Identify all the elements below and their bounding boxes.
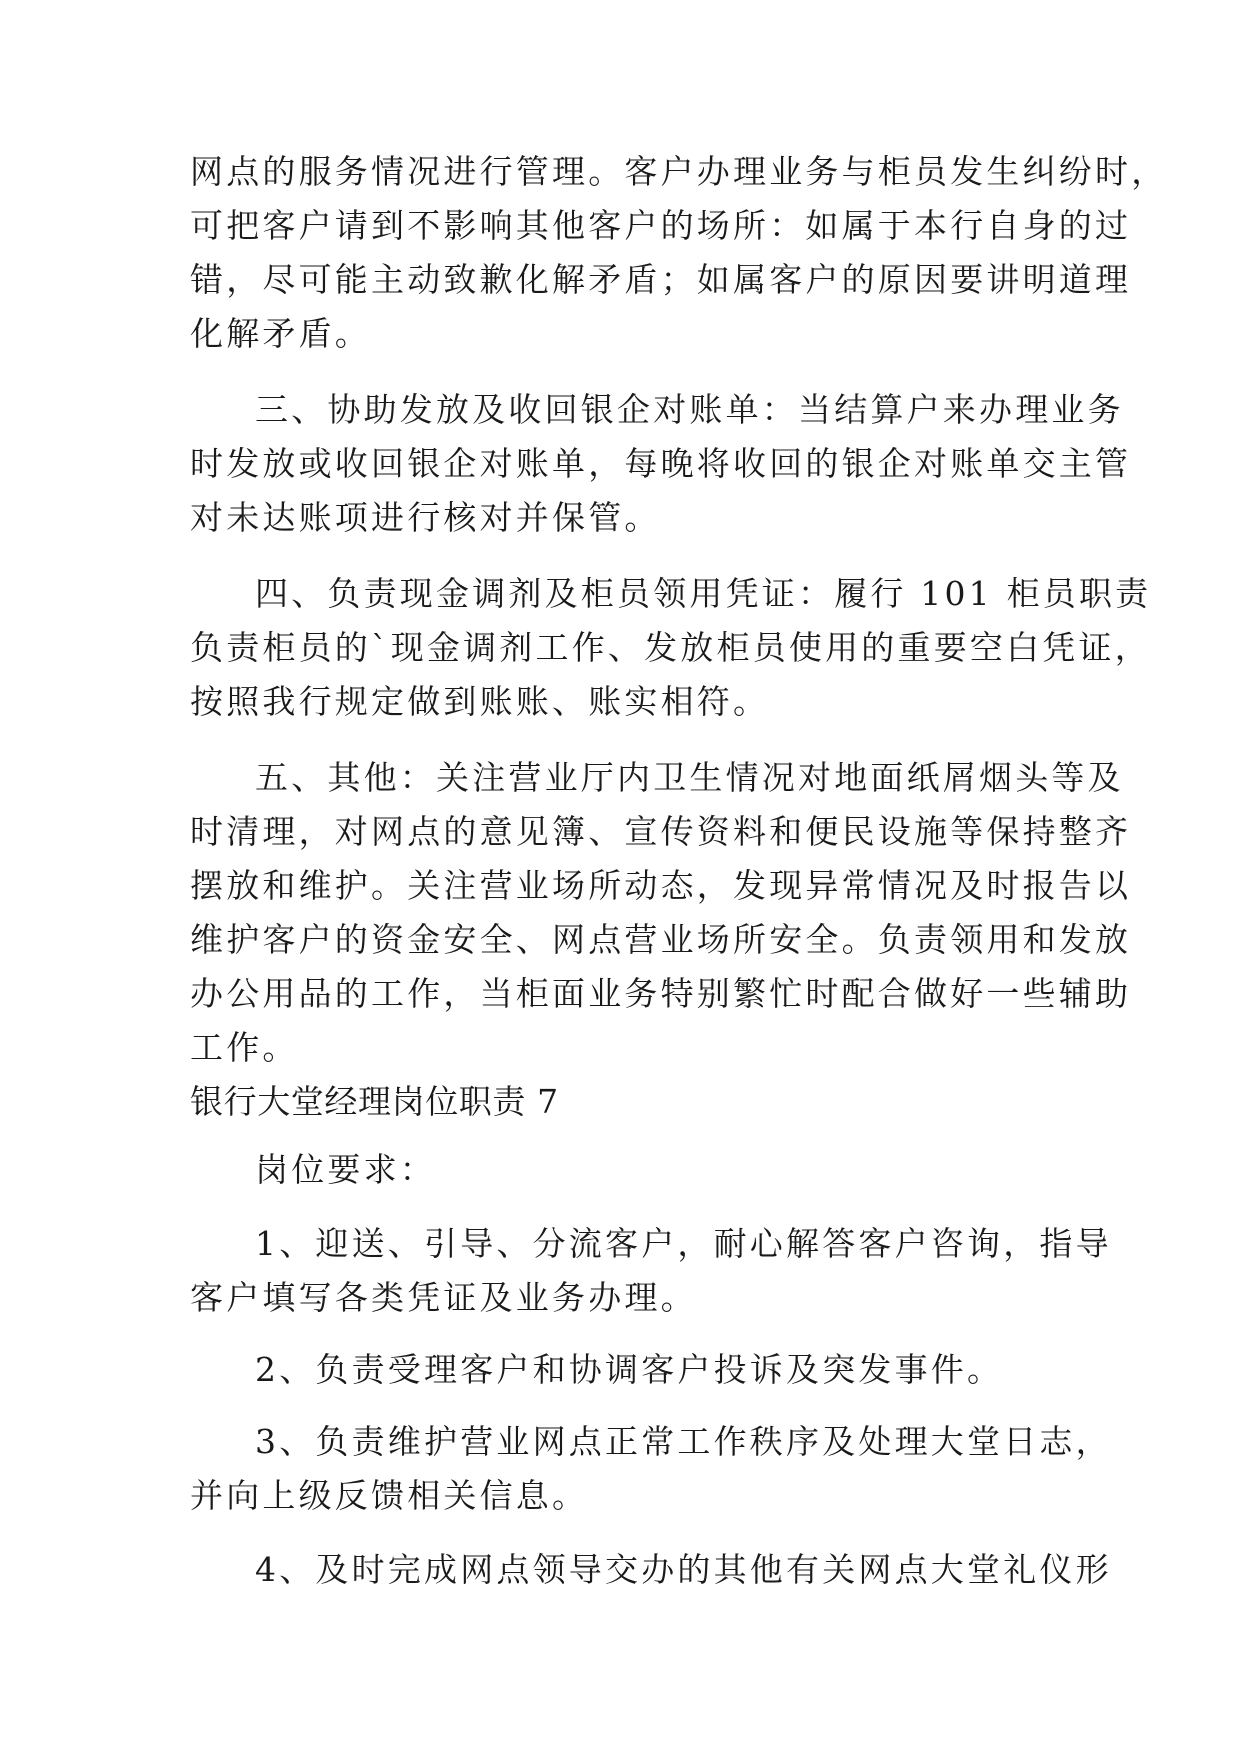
text-line: 化解矛盾。 <box>190 314 371 353</box>
text-line: 五、其他：关注营业厅内卫生情况对地面纸屑烟头等及 <box>255 758 1124 797</box>
text-line: 办公用品的工作，当柜面业务特别繁忙时配合做好一些辅助 <box>190 974 1132 1013</box>
text-line: 对未达账项进行核对并保管。 <box>190 498 661 537</box>
text-line: 网点的服务情况进行管理。客户办理业务与柜员发生纠纷时， <box>190 152 1168 191</box>
text-line: 岗位要求： <box>255 1150 436 1189</box>
text-line: 按照我行规定做到账账、账实相符。 <box>190 682 770 721</box>
text-line: 客户填写各类凭证及业务办理。 <box>190 1278 697 1317</box>
text-line: 时发放或收回银企对账单，每晚将收回的银企对账单交主管 <box>190 444 1132 483</box>
text-line: 维护客户的资金安全、网点营业场所安全。负责领用和发放 <box>190 920 1132 959</box>
list-item: 2、负责受理客户和协调客户投诉及突发事件。 <box>255 1350 1004 1389</box>
section-heading: 银行大堂经理岗位职责 7 <box>190 1082 559 1121</box>
text-line: 负责柜员的`现金调剂工作、发放柜员使用的重要空白凭证， <box>190 628 1151 667</box>
text-line: 可把客户请到不影响其他客户的场所：如属于本行自身的过 <box>190 206 1132 245</box>
list-item: 4、及时完成网点领导交办的其他有关网点大堂礼仪形 <box>255 1550 1112 1589</box>
text-line: 工作。 <box>190 1028 299 1067</box>
text-line: 摆放和维护。关注营业场所动态，发现异常情况及时报告以 <box>190 866 1132 905</box>
text-line: 三、协助发放及收回银企对账单：当结算户来办理业务 <box>255 390 1124 429</box>
text-line: 四、负责现金调剂及柜员领用凭证：履行 101 柜员职责 <box>255 574 1152 613</box>
text-line: 时清理，对网点的意见簿、宣传资料和便民设施等保持整齐 <box>190 812 1132 851</box>
list-item: 1、迎送、引导、分流客户，耐心解答客户咨询，指导 <box>255 1224 1112 1263</box>
text-line: 错，尽可能主动致歉化解矛盾；如属客户的原因要讲明道理 <box>190 260 1132 299</box>
text-line: 并向上级反馈相关信息。 <box>190 1476 589 1515</box>
list-item: 3、负责维护营业网点正常工作秩序及处理大堂日志， <box>255 1422 1112 1461</box>
